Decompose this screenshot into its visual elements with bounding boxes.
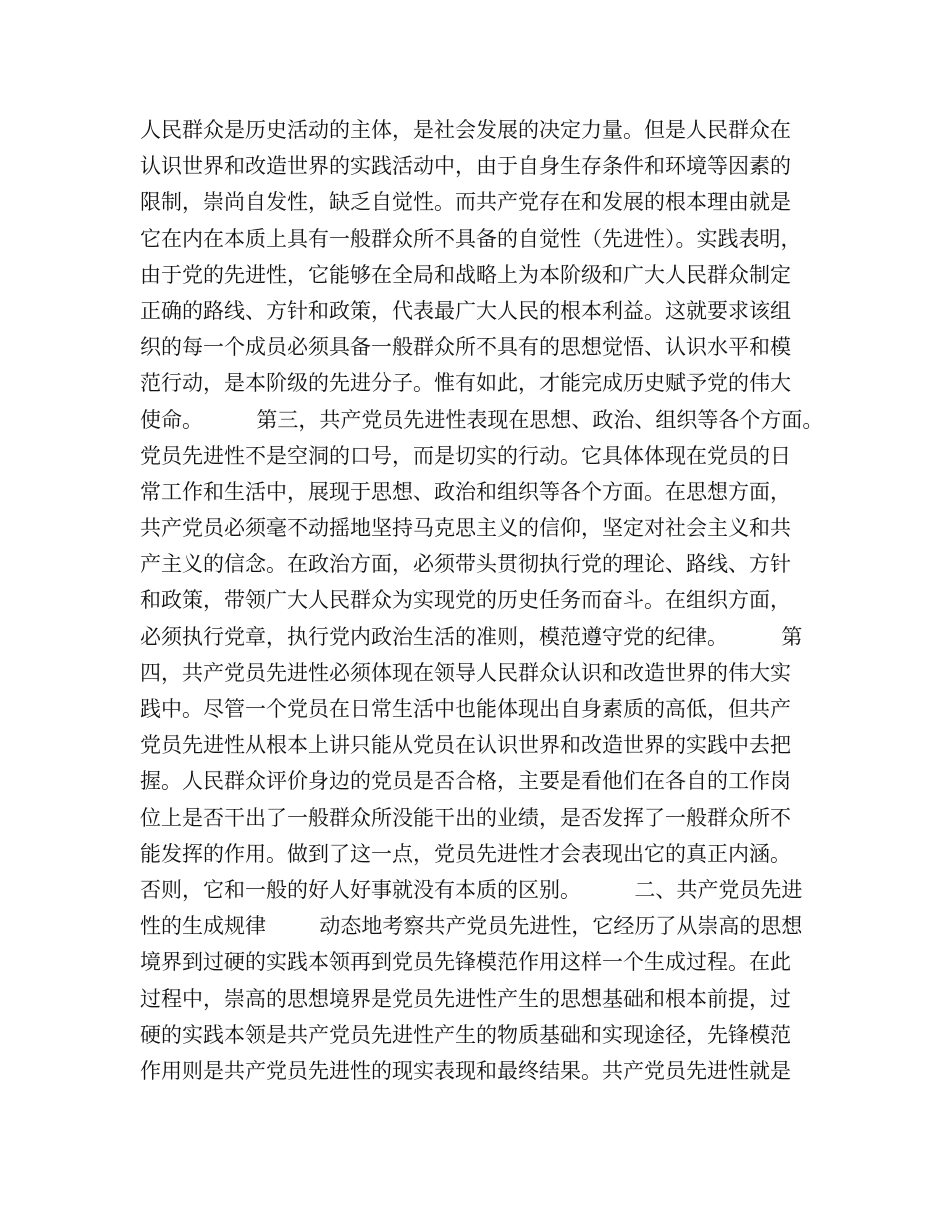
text-line: 作用则是共产党员先进性的现实表现和最终结果。共产党员先进性就是 [140, 1058, 791, 1083]
text-line: 认识世界和改造世界的实践活动中，由于自身生存条件和环境等因素的 [140, 154, 791, 179]
text-line: 党员先进性不是空洞的口号，而是切实的行动。它具体体现在党员的日 [140, 443, 791, 468]
text-line: 人民群众是历史活动的主体，是社会发展的决定力量。但是人民群众在 [140, 118, 791, 142]
text-line: 四，共产党员先进性必须体现在领导人民群众认识和改造世界的伟大实 [140, 660, 791, 685]
text-line: 共产党员必须毫不动摇地坚持马克思主义的信仰，坚定对社会主义和共 [140, 516, 791, 541]
text-line: 必须执行党章，执行党内政治生活的准则，模范遵守党的纪律。 第 [140, 624, 803, 649]
text-line: 和政策，带领广大人民群众为实现党的历史任务而奋斗。在组织方面， [140, 588, 791, 613]
body-text [140, 112, 840, 1089]
text-line: 织的每一个成员必须具备一般群众所不具有的思想觉悟、认识水平和模 [140, 335, 791, 360]
text-line: 由于党的先进性，它能够在全局和战略上为本阶级和广大人民群众制定 [140, 262, 791, 287]
text-line: 能发挥的作用。做到了这一点，党员先进性才会表现出它的真正内涵。 [140, 841, 791, 866]
text-line: 限制，崇尚自发性，缺乏自觉性。而共产党存在和发展的根本理由就是 [140, 190, 791, 215]
text-line: 境界到过硬的实践本领再到党员先锋模范作用这样一个生成过程。在此 [140, 950, 791, 975]
text-line: 硬的实践本领是共产党员先进性产生的物质基础和实现途径，先锋模范 [140, 1022, 791, 1047]
text-line: 性的生成规律 动态地考察共产党员先进性，它经历了从崇高的思想 [140, 914, 803, 939]
text-line: 党员先进性从根本上讲只能从党员在认识世界和改造世界的实践中去把 [140, 733, 791, 758]
text-line: 使命。 第三，共产党员先进性表现在思想、政治、组织等各个方面。 [140, 407, 824, 432]
text-line: 范行动，是本阶级的先进分子。惟有如此，才能完成历史赋予党的伟大 [140, 371, 791, 396]
text-line: 否则，它和一般的好人好事就没有本质的区别。 二、共产党员先进 [140, 877, 803, 902]
text-line: 过程中，崇高的思想境界是党员先进性产生的思想基础和根本前提，过 [140, 986, 791, 1011]
text-line: 握。人民群众评价身边的党员是否合格，主要是看他们在各自的工作岗 [140, 769, 791, 794]
text-line: 它在内在本质上具有一般群众所不具备的自觉性（先进性）。实践表明， [140, 226, 802, 251]
text-line: 位上是否干出了一般群众所没能干出的业绩，是否发挥了一般群众所不 [140, 805, 791, 830]
text-line: 正确的路线、方针和政策，代表最广大人民的根本利益。这就要求该组 [140, 298, 791, 323]
text-line: 产主义的信念。在政治方面，必须带头贯彻执行党的理论、路线、方针 [140, 552, 791, 577]
text-line: 践中。尽管一个党员在日常生活中也能体现出自身素质的高低，但共产 [140, 697, 791, 721]
text-line: 常工作和生活中，展现于思想、政治和组织等各个方面。在思想方面， [140, 479, 791, 504]
